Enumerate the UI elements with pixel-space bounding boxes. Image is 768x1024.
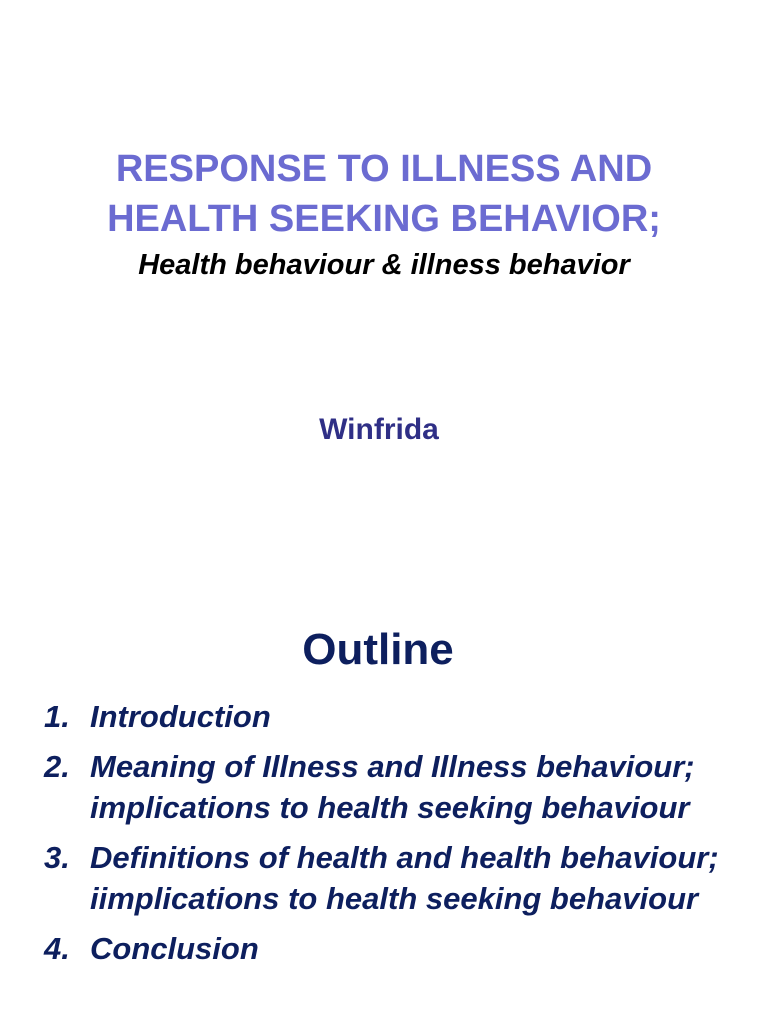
outline-item-text: Introduction <box>90 699 271 734</box>
slide-title-line-2: HEALTH SEEKING BEHAVIOR; <box>107 198 661 240</box>
slide-title-line-1: RESPONSE TO ILLNESS AND <box>115 148 653 190</box>
outline-slide <box>0 580 768 1024</box>
outline-item-text: Meaning of Illness and Illness behaviour; implications to health seeking behaviour <box>90 749 695 825</box>
outline-item-number: 1. <box>44 699 70 734</box>
slide-subtitle: Health behaviour & illness behavior <box>138 249 630 281</box>
slide-title <box>0 144 768 244</box>
outline-item <box>44 928 734 969</box>
outline-list <box>44 696 734 978</box>
outline-item <box>44 837 734 919</box>
outline-item-text: Conclusion <box>90 931 259 966</box>
outline-item <box>44 746 734 828</box>
author-name: Winfrida <box>319 413 439 446</box>
outline-heading: Outline <box>302 625 454 674</box>
outline-item-text: Definitions of health and health behaviour; iimplications to health seeking behaviour <box>90 840 719 916</box>
outline-item-number: 4. <box>44 931 70 966</box>
outline-item <box>44 696 734 737</box>
outline-item-number: 2. <box>44 749 70 784</box>
outline-item-number: 3. <box>44 840 70 875</box>
